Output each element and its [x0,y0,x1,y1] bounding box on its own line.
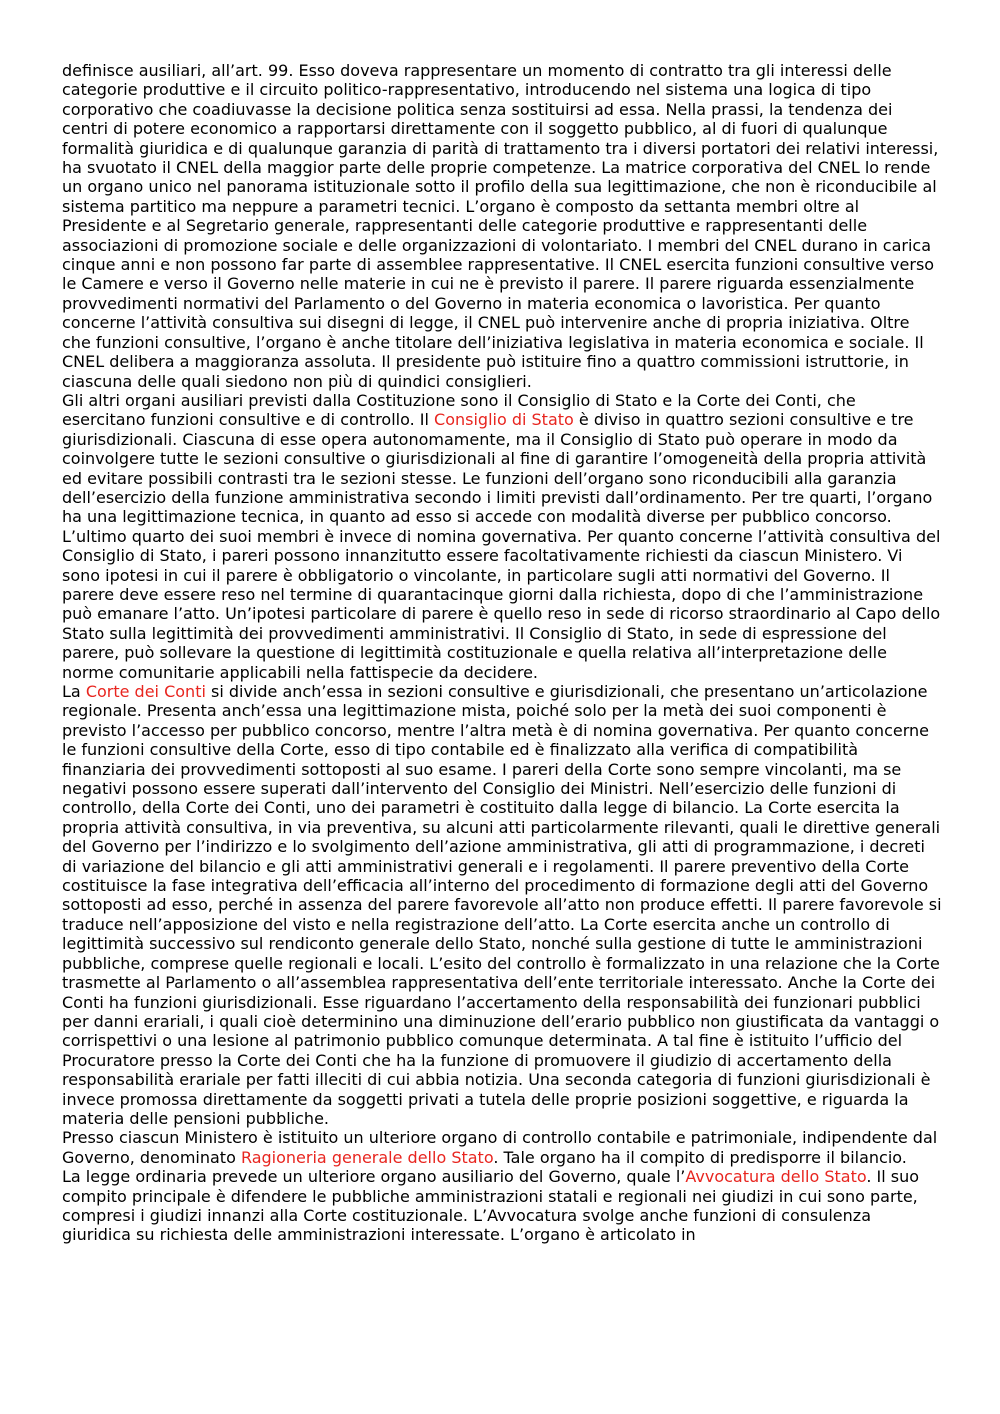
paragraph-text-before: Presso ciascun Ministero è istituito un ulteriore organo di controllo contabile e patrimoniale, indipendente dal Governo, denominato [62,1128,938,1167]
link-consiglio-di-stato[interactable]: Consiglio di Stato [434,410,574,430]
paragraph-text-before: Gli altri organi ausiliari previsti dalla Costituzione sono il Consiglio di Stato e la Corte dei Conti, che esercitano funzioni consultive e di controllo. Il [62,390,856,430]
paragraph-text-after: . Il suo compito principale è difendere le pubbliche amministrazioni statali e regionali nei giudizi in cui sono parte, compresi i giudizi innanzi alla Corte costituzionale. L’Avvocatura svolge anche funzioni di consulenza giuridica su richiesta delle amministrazioni interessate. L’organo è articolato in [62,1167,920,1245]
paragraph-cnel [62,61,942,391]
paragraph-corte-dei-conti [62,682,942,1128]
link-corte-dei-conti[interactable]: Corte dei Conti [85,682,206,701]
link-ragioneria-generale-dello-stato[interactable]: Ragioneria generale dello Stato [240,1147,494,1167]
paragraph-ragioneria [62,1128,942,1167]
paragraph-consiglio-di-stato [62,391,942,682]
link-avvocatura-dello-stato[interactable]: Avvocatura dello Stato [685,1167,867,1187]
paragraph-text-after: è diviso in quattro sezioni consultive e tre giurisdizionali. Ciascuna di esse opera autonomamente, ma il Consiglio di Stato può operare in modo da coinvolgere tutte le sezioni consultive o giurisdizionali al fine di garantire l’omogeneità della propria attività ed evitare possibili contrasti tra le sezioni stesse. Le funzioni dell’organo sono riconducibili alla garanzia dell’esercizio della funzione amministrativa secondo i limiti previsti dall’ordinamento. Per tre quarti, l’organo ha una legittimazione tecnica, in quanto ad esso si accede con modalità diverse per pubblico concorso. L’ultimo quarto dei suoi membri è invece di nomina governativa. Per quanto concerne l’attività consultiva del Consiglio di Stato, i pareri possono innanzitutto essere facoltativamente richiesti da ciascun Ministero. Vi sono ipotesi in cui il parere è obbligatorio o vincolante, in particolare sugli atti normativi del Governo. Il parere deve essere reso nel termine di quarantacinque giorni dalla richiesta, dopo di che l’amministrazione può emanare l’atto. Un’ipotesi particolare di parere è quello reso in sede di ricorso straordinario al Capo dello Stato sulla legittimità dei provvedimenti amministrativi. Il Consiglio di Stato, in sede di espressione del parere, può sollevare la questione di legittimità costituzionale e quella relativa all’interpretazione delle norme comunitarie applicabili nella fattispecie da decidere. [62,410,941,682]
paragraph-avvocatura [62,1167,942,1245]
paragraph-text-before: La [62,682,86,701]
paragraph-text-after: . Tale organo ha il compito di predisporre il bilancio. [493,1147,907,1167]
paragraph-text-after: si divide anch’essa in sezioni consultive e giurisdizionali, che presentano un’articolazione regionale. Presenta anch’essa una legittimazione mista, poiché solo per la metà dei suoi componenti è previsto l’accesso per pubblico concorso, mentre l’altra metà è di nomina governativa. Per quanto concerne le funzioni consultive della Corte, esso di tipo contabile ed è finalizzato alla verifica di compatibilità finanziaria dei provvedimenti sottoposti al suo esame. I pareri della Corte sono sempre vincolanti, ma se negativi possono essere superati dall’intervento del Consiglio dei Ministri. Nell’esercizio delle funzioni di controllo, della Corte dei Conti, uno dei parametri è costituito dalla legge di bilancio. La Corte esercita la propria attività consultiva, in via preventiva, su alcuni atti particolarmente rilevanti, quali le direttive generali del Governo per l’indirizzo e lo svolgimento dell’azione amministrativa, gli atti di programmazione, i decreti di variazione del bilancio e gli atti amministrativi generali e i regolamenti. Il parere preventivo della Corte costituisce la fase integrativa dell’efficacia all’interno del procedimento di formazione degli atti del Governo sottoposti ad esso, perché in assenza del parere favorevole all’atto non produce effetti. Il parere favorevole si traduce nell’apposizione del visto e nella registrazione dell’atto. La Corte esercita anche un controllo di legittimità successivo sul rendiconto generale dello Stato, nonché sulla gestione di tutte le amministrazioni pubbliche, comprese quelle regionali e locali. L’esito del controllo è formalizzato in una relazione che la Corte trasmette al Parlamento o all’assemblea rappresentativa dell’ente territoriale interessato. Anche la Corte dei Conti ha funzioni giurisdizionali. Esse riguardano l’accertamento della responsabilità dei funzionari pubblici per danni erariali, i quali cioè determinino una diminuzione dell’erario pubblico non giustificata da vantaggi o corrispettivi o una lesione al patrimonio pubblico comunque determinata. A tal fine è istituito l’ufficio del Procuratore presso la Corte dei Conti che ha la funzione di promuovere il giudizio di accertamento della responsabilità erariale per fatti illeciti di cui abbia notizia. Una seconda categoria di funzioni giurisdizionali è invece promossa direttamente da soggetti privati a tutela delle proprie posizioni soggettive, e riguarda la materia delle pensioni pubbliche. [62,682,942,1128]
paragraph-text-before: La legge ordinaria prevede un ulteriore organo ausiliario del Governo, quale l’ [62,1167,686,1187]
paragraph-text: definisce ausiliari, all’art. 99. Esso doveva rappresentare un momento di contratto tra gli interessi delle categorie produttive e il circuito politico-rappresentativo, introducendo nel sistema una logica di tipo corporativo che coadiuvasse la decisione politica senza sostituirsi ad essa. Nella prassi, la tendenza dei centri di potere economico a rapportarsi direttamente con il soggetto pubblico, al di fuori di qualunque formalità giuridica e di qualunque garanzia di parità di trattamento tra i diversi portatori dei relativi interessi, ha svuotato il CNEL della maggior parte delle proprie competenze. La matrice corporativa del CNEL lo rende un organo unico nel panorama istituzionale sotto il profilo della sua legittimazione, che non è riconducibile al sistema partitico ma neppure a parametri tecnici. L’organo è composto da settanta membri oltre al Presidente e al Segretario generale, rappresentanti delle categorie produttive e rappresentanti delle associazioni di promozione sociale e delle organizzazioni di volontariato. I membri del CNEL durano in carica cinque anni e non possono far parte di assemblee rappresentative. Il CNEL esercita funzioni consultive verso le Camere e verso il Governo nelle materie in cui ne è previsto il parere. Il parere riguarda essenzialmente provvedimenti normativi del Parlamento o del Governo in materia economica o lavoristica. Per quanto concerne l’attività consultiva sui disegni di legge, il CNEL può intervenire anche di propria iniziativa. Oltre che funzioni consultive, l’organo è anche titolare dell’iniziativa legislativa in materia economica e sociale. Il CNEL delibera a maggioranza assoluta. Il presidente può istituire fino a quattro commissioni istruttorie, in ciascuna delle quali siedono non più di quindici consiglieri. [62,61,939,391]
